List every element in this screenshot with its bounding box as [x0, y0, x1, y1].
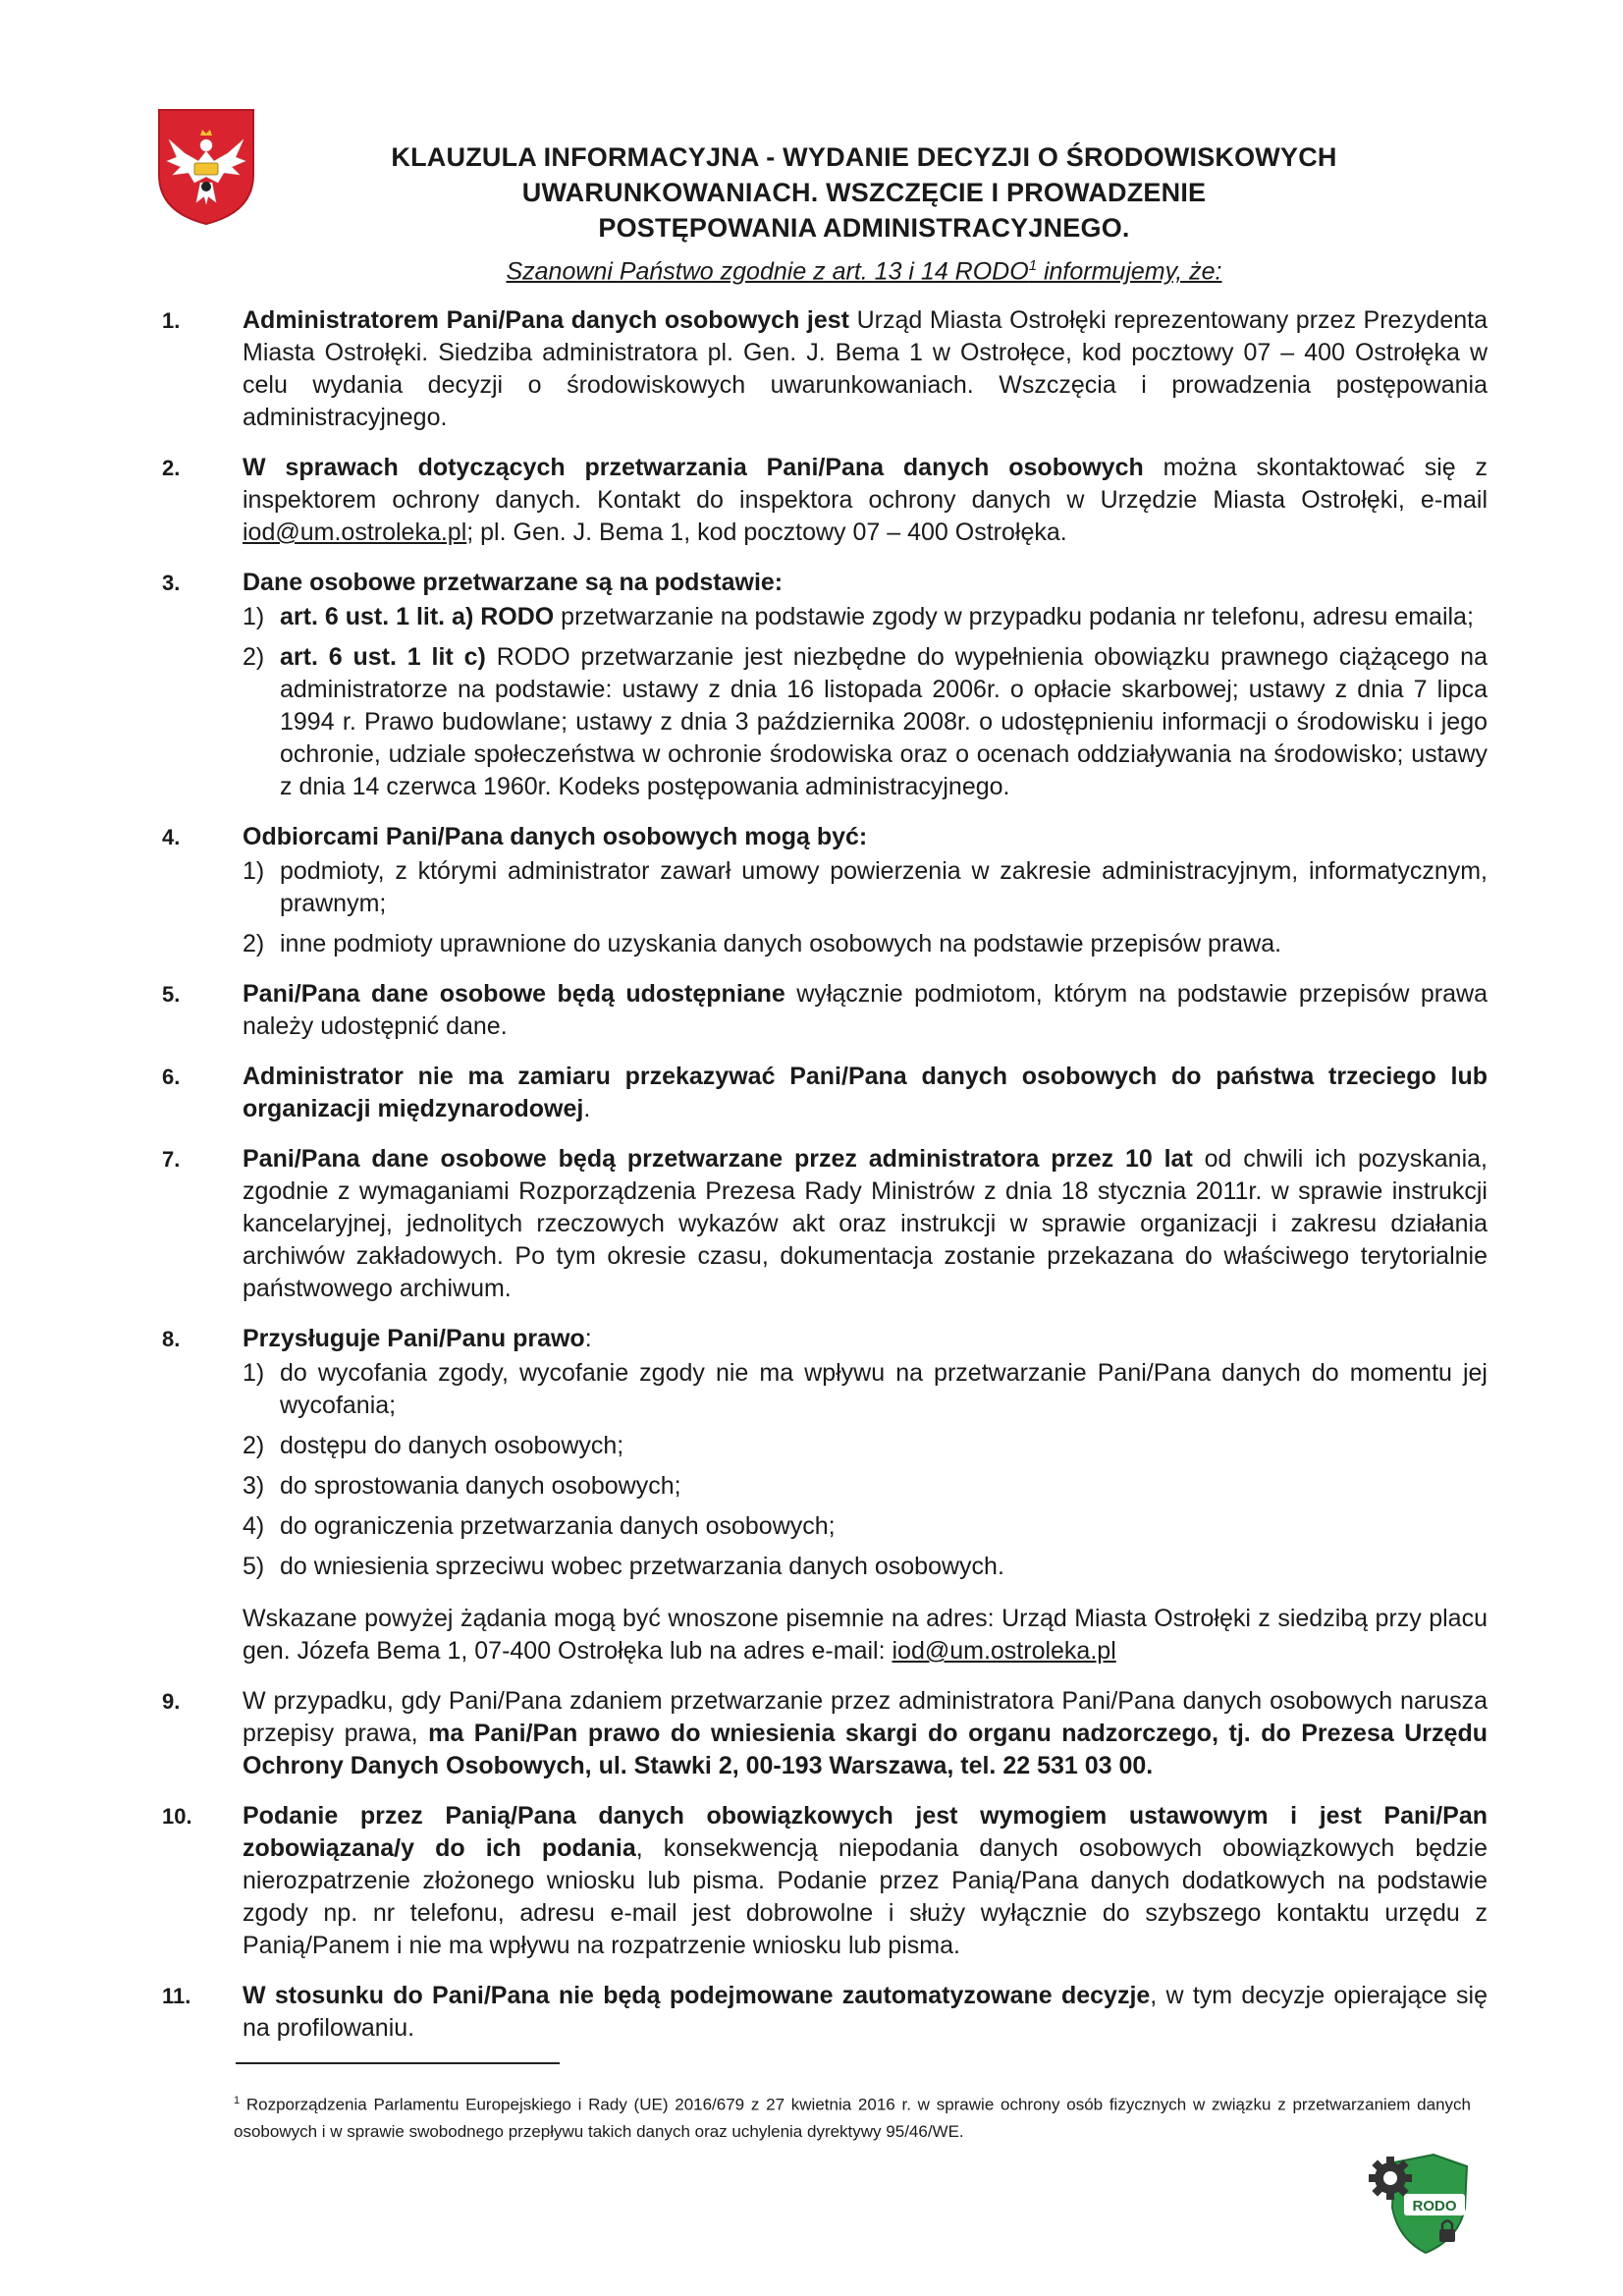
clause-list	[162, 304, 1488, 2062]
clause-text: można skontaktować się z inspektorem ochrony danych. Kontakt do inspektora ochrony danych w Urzędzie Miasta Ostrołęki, e-mail	[243, 454, 1488, 514]
clause-number: 2.	[162, 456, 181, 480]
clause-lead: Dane osobowe przetwarzane są na podstawie:	[243, 569, 784, 596]
sub-item-text: RODO przetwarzanie jest niezbędne do wypełnienia obowiązku prawnego ciążącego na administratorze na podstawie: ustawy z dnia 16 listopada 2006r. o opłacie skarbowej; ustawy z dnia 7 lipca 1994 r. Prawo budowlane; ustawy z dnia 3 października 2008r. o udostępnieniu informacji o środowisku i jego ochronie, udziale społeczeństwa w ochronie środowiska oraz o ocenach oddziaływania na środowisko; ustawy z dnia 14 czerwca 1960r. Kodeks postępowania administracyjnego.	[280, 643, 1488, 800]
rodo-label: RODO	[1412, 2198, 1457, 2214]
sub-item-number: 3)	[243, 1472, 265, 1500]
iod-email-link[interactable]: iod@um.ostroleka.pl	[243, 519, 467, 546]
clause-11	[162, 1980, 1488, 2045]
title-line-3: POSTĘPOWANIA ADMINISTRACYJNEGO.	[598, 213, 1130, 243]
clause-lead: Podanie przez Panią/Pana danych obowiązkowych jest wymogiem ustawowym i jest Pani/Pan zobowiązana/y do ich podania	[243, 1802, 1488, 1862]
clause-text-end: ; pl. Gen. J. Bema 1, kod pocztowy 07 – 400 Ostrołęka.	[466, 519, 1067, 546]
clause-number: 10.	[162, 1804, 192, 1829]
clause-number: 1.	[162, 308, 181, 333]
clause-lead: Pani/Pana dane osobowe będą udostępniane	[243, 980, 785, 1008]
sub-item-2	[243, 928, 1488, 960]
city-coat-of-arms-icon	[155, 106, 257, 228]
sub-item-number: 1)	[243, 603, 265, 630]
clause-3	[162, 567, 1488, 803]
complaint-right: ma Pani/Pan prawo do wniesienia skargi do organu nadzorczego, tj. do Prezesa Urzędu Ochrony Danych Osobowych, ul. Stawki 2, 00-193 Warszawa, tel. 22 531 03 00.	[243, 1720, 1488, 1779]
clause-10	[162, 1800, 1488, 1962]
clause-lead: Odbiorcami Pani/Pana danych osobowych mogą być:	[243, 823, 868, 850]
sub-item-3	[243, 1470, 1488, 1503]
clause-number: 6.	[162, 1065, 181, 1089]
clause-text: , w tym decyzje opierające się na profilowaniu.	[243, 1982, 1488, 2042]
clause-text: wyłącznie podmiotom, którym na podstawie przepisów prawa należy udostępnić dane.	[243, 980, 1488, 1040]
clause-lead-colon: :	[584, 1325, 592, 1352]
clause-5	[162, 978, 1488, 1043]
clause-2	[162, 452, 1488, 549]
legal-basis: art. 6 ust. 1 lit c)	[280, 643, 486, 671]
rodo-shield-icon	[1365, 2149, 1473, 2257]
clause-4	[162, 821, 1488, 960]
clause-text: .	[583, 1095, 591, 1122]
sub-item-2	[243, 641, 1488, 803]
clause-number: 4.	[162, 825, 181, 849]
sub-item-1	[243, 1357, 1488, 1422]
clause-lead: Pani/Pana dane osobowe będą przetwarzane przez administratora przez 10 lat	[243, 1145, 1193, 1173]
clause-text: od chwili ich pozyskania, zgodnie z wymaganiami Rozporządzenia Prezesa Rady Ministrów z dnia 18 stycznia 2011r. w sprawie instrukcji kancelaryjnej, jednolitych rzeczowych wykazów akt oraz instrukcji w sprawie organizacji i zakresu działania archiwów zakładowych. Po tym okresie czasu, dokumentacja zostanie przekazana do właściwego terytorialnie państwowego archiwum.	[243, 1145, 1488, 1302]
intro-line	[275, 257, 1453, 286]
clause-number: 7.	[162, 1147, 181, 1172]
sub-item-number: 2)	[243, 643, 265, 671]
intro-text-end: informujemy, że:	[1037, 257, 1222, 286]
footnote	[234, 2088, 1471, 2145]
sub-item-4	[243, 1510, 1488, 1543]
sub-item-1	[243, 855, 1488, 920]
sub-item-2	[243, 1430, 1488, 1462]
sub-item-text: do wniesienia sprzeciwu wobec przetwarzania danych osobowych.	[280, 1553, 1004, 1580]
clause-lead: W sprawach dotyczących przetwarzania Pani/Pana danych osobowych	[243, 454, 1144, 481]
requests-note	[243, 1603, 1488, 1667]
clause-number: 9.	[162, 1689, 181, 1714]
clause-number: 3.	[162, 571, 181, 595]
clause-1	[162, 304, 1488, 434]
sub-item-text: dostępu do danych osobowych;	[280, 1432, 624, 1459]
footnote-mark: 1	[234, 2095, 241, 2106]
iod-email-link[interactable]: iod@um.ostroleka.pl	[892, 1637, 1116, 1665]
clause-number: 5.	[162, 982, 181, 1007]
clause-text: Urząd Miasta Ostrołęki reprezentowany przez Prezydenta Miasta Ostrołęki. Siedziba administratora pl. Gen. J. Bema 1 w Ostrołęce, kod pocztowy 07 – 400 Ostrołęka w celu wydania decyzji o środowiskowych uwarunkowaniach. Wszczęcia i prowadzenia postępowania administracyjnego.	[243, 306, 1488, 431]
footnote-divider	[236, 2062, 560, 2064]
sub-item-number: 1)	[243, 1359, 265, 1387]
document-title	[275, 139, 1453, 246]
clause-lead: W stosunku do Pani/Pana nie będą podejmowane zautomatyzowane decyzje	[243, 1982, 1151, 2009]
intro-text: Szanowni Państwo zgodnie z art. 13 i 14 RODO	[506, 257, 1029, 286]
sub-item-number: 1)	[243, 857, 265, 885]
sub-item-text: inne podmioty uprawnione do uzyskania danych osobowych na podstawie przepisów prawa.	[280, 930, 1282, 957]
sub-item-text: przetwarzanie na podstawie zgody w przypadku podania nr telefonu, adresu emaila;	[554, 603, 1474, 630]
footnote-text: Rozporządzenia Parlamentu Europejskiego i Rady (UE) 2016/679 z 27 kwietnia 2016 r. w sprawie ochrony osób fizycznych w związku z przetwarzaniem danych osobowych i w sprawie swobodnego przepływu takich danych oraz uchylenia dyrektywy 95/46/WE.	[234, 2095, 1471, 2141]
sub-item-text: do sprostowania danych osobowych;	[280, 1472, 681, 1500]
clause-lead: Przysługuje Pani/Panu prawo	[243, 1325, 585, 1352]
sub-item-text: podmioty, z którymi administrator zawarł umowy powierzenia w zakresie administracyjnym, informatycznym, prawnym;	[280, 857, 1488, 917]
sub-item-5	[243, 1551, 1488, 1583]
clause-number: 8.	[162, 1327, 181, 1351]
sub-item-number: 2)	[243, 1432, 265, 1459]
note-text: Wskazane powyżej żądania mogą być wnoszone pisemnie na adres: Urząd Miasta Ostrołęki z siedzibą przy placu gen. Józefa Bema 1, 07-400 Ostrołęka lub na adres e-mail:	[243, 1605, 1488, 1665]
clause-lead: Administratorem Pani/Pana danych osobowych jest	[243, 306, 850, 334]
title-line-2: UWARUNKOWANIACH. WSZCZĘCIE I PROWADZENIE	[521, 178, 1207, 207]
sub-item-number: 5)	[243, 1553, 265, 1580]
clause-number: 11.	[162, 1984, 191, 2008]
legal-basis: art. 6 ust. 1 lit. a) RODO	[280, 603, 555, 630]
clause-text: W przypadku, gdy Pani/Pana zdaniem przetwarzanie przez administratora Pani/Pana danych osobowych narusza przepisy prawa,	[243, 1687, 1488, 1747]
sub-item-number: 2)	[243, 930, 265, 957]
sub-item-text: do ograniczenia przetwarzania danych osobowych;	[280, 1512, 836, 1540]
intro-footnote-mark: 1	[1028, 257, 1038, 274]
clause-8	[162, 1323, 1488, 1667]
sub-item-1	[243, 601, 1488, 633]
clause-7	[162, 1143, 1488, 1305]
clause-lead: Administrator nie ma zamiaru przekazywać Pani/Pana danych osobowych do państwa trzeciego lub organizacji międzynarodowej	[243, 1063, 1488, 1122]
clause-text: , konsekwencją niepodania danych osobowych obowiązkowych będzie nierozpatrzenie złożonego wniosku lub pisma. Podanie przez Panią/Pana danych dodatkowych na podstawie zgody np. nr telefonu, adresu e-mail jest dobrowolne i służy wyłącznie do szybszego kontaktu urzędu z Panią/Panem i nie ma wpływu na rozpatrzenie wniosku lub pisma.	[243, 1834, 1488, 1959]
sub-item-number: 4)	[243, 1512, 265, 1540]
sub-item-text: do wycofania zgody, wycofanie zgody nie ma wpływu na przetwarzanie Pani/Pana danych do momentu jej wycofania;	[280, 1359, 1488, 1419]
clause-9	[162, 1685, 1488, 1782]
title-line-1: KLAUZULA INFORMACYJNA - WYDANIE DECYZJI O ŚRODOWISKOWYCH	[391, 142, 1337, 172]
clause-6	[162, 1061, 1488, 1125]
